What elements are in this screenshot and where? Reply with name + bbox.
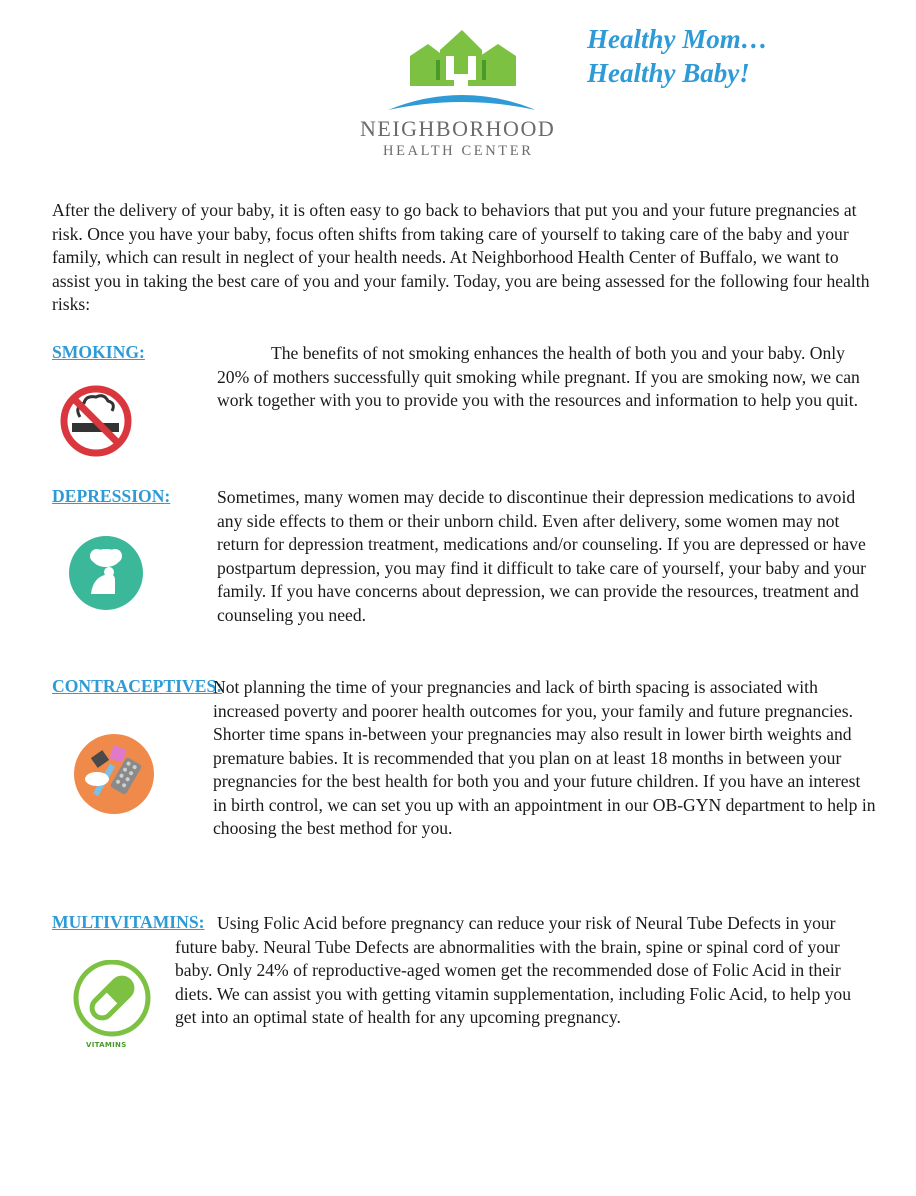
- multivitamins-body: Using Folic Acid before pregnancy can reduce your risk of Neural Tube Defects in your future baby. Neural Tube Defects are abnormalities with the brain, spine or spinal cord of your baby. Only 24% of reproductive-aged women get the recommended dose of Folic Acid in their diets. We can assist you with getting vitamin supplementation, including Folic Acid, to help you get into an optimal state of health for any upcoming pregnancy.: [175, 913, 852, 1027]
- smoking-body: The benefits of not smoking enhances the health of both you and your baby. Only 20% of mothers successfully quit smoking while pregnant. If you are smoking now, we can work together with you to provide you with the resources and information to help you quit.: [217, 343, 860, 410]
- intro-paragraph: After the delivery of your baby, it is often easy to go back to behaviors that put you and your future pregnancies at risk. Once you have your baby, focus often shifts from taking care of yourself to taking care of the baby and your family, which can result in neglect of your health needs. At Neighborhood Health Center of Buffalo, we want to assist you in taking the best care of you and your family. Today, you are being assessed for the following four health risks:: [52, 200, 870, 314]
- logo-name-line1: NEIGHBORHOOD: [360, 116, 556, 141]
- vitamins-caption: VITAMINS: [86, 1041, 127, 1049]
- logo: [340, 24, 580, 164]
- tagline-line2: Healthy Baby!: [587, 58, 750, 88]
- depression-icon: [69, 536, 143, 610]
- tagline-line1: Healthy Mom…: [587, 24, 768, 54]
- contraceptives-body: [213, 676, 877, 841]
- contraceptives-body-text: Not planning the time of your pregnancies and lack of birth spacing is associated with increased poverty and poorer health outcomes for you, your family and future pregnancies. Shorter time spans in-between your pregnancies may also result in lower birth weights and premature babies. It is recommended that you plan on at least 18 months in between your pregnancies for the best health for both you and your future children. If you have an interest in birth control, we can set you up with an appointment in our OB-GYN department to help in choosing the best method for you.: [213, 677, 876, 838]
- logo-houses-icon: [384, 24, 534, 114]
- depression-body: Sometimes, many women may decide to discontinue their depression medications to avoid any side effects to them or their unborn child. Even after delivery, some women may not return for depression treatment, medications and/or counseling. If you are depressed or have postpartum depression, you may find it difficult to take care of yourself, your baby and your family. If you have concerns about depression, we can provide the resources, treatment and counseling you need.: [217, 487, 867, 625]
- vitamins-icon: [72, 960, 152, 1040]
- multivitamins-heading: MULTIVITAMINS:: [52, 912, 205, 932]
- no-smoking-icon: [58, 383, 134, 459]
- smoking-heading: SMOKING:: [52, 342, 145, 362]
- tagline: [587, 22, 768, 90]
- depression-heading: DEPRESSION:: [52, 486, 171, 506]
- contraceptives-icon: [73, 733, 155, 815]
- logo-name-line2: HEALTH CENTER: [383, 143, 534, 159]
- contraceptives-heading: CONTRACEPTIVES:: [52, 676, 223, 696]
